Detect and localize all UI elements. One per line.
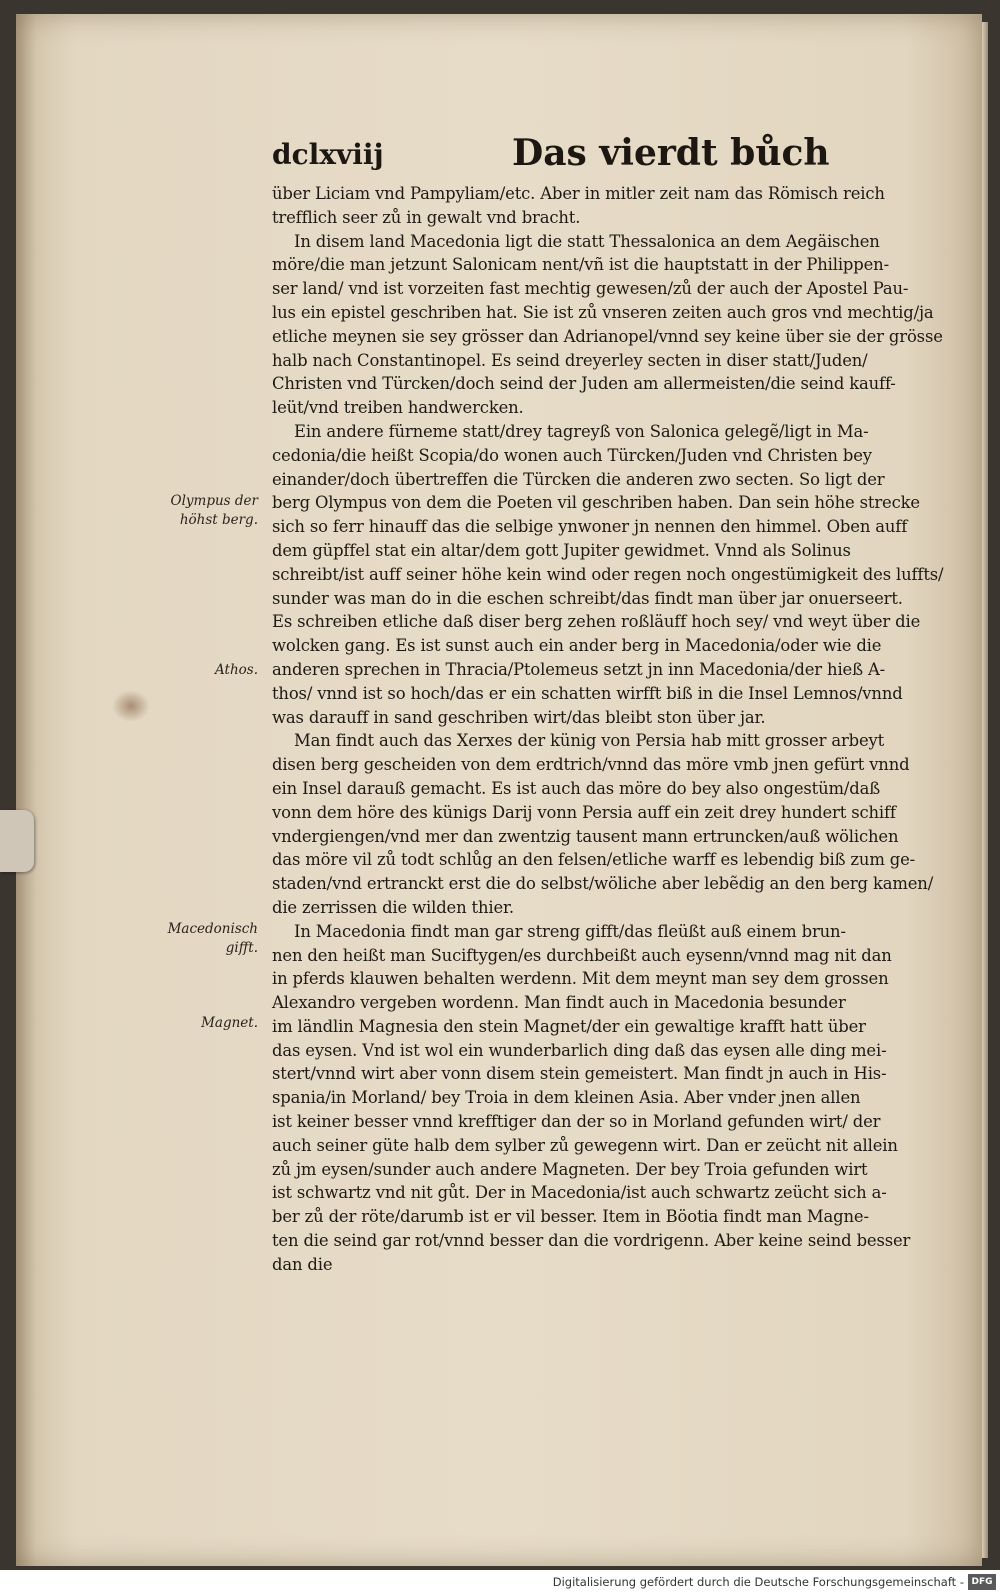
folio-number: dclxviij <box>272 138 384 171</box>
text-line: nen den heißt man Suciftygen/es durchbeißt auch eysenn/vnnd mag nit dan <box>272 945 892 965</box>
text-line: lus ein epistel geschriben hat. Sie ist zů vnseren zeiten auch gros vnd mechtig/ja <box>272 302 934 322</box>
text-line: vonn dem höre des künigs Darij vonn Persia auff ein zeit drey hundert schiff <box>272 802 896 822</box>
text-line: dem güpffel stat ein altar/dem gott Jupiter gewidmet. Vnnd als Solinus <box>272 540 851 560</box>
text-line: ser land/ vnd ist vorzeiten fast mechtig gewesen/zů der auch der Apostel Pau- <box>272 279 909 299</box>
book-clip <box>0 810 34 872</box>
text-line: das möre vil zů todt schlůg an den felsen/etliche warff es lebendig biß zum ge- <box>272 850 916 870</box>
body-text <box>272 182 944 1300</box>
text-line: berg Olympus von dem die Poeten vil geschriben haben. Dan sein höhe strecke <box>272 493 920 513</box>
text-line: spania/in Morland/ bey Troia in dem kleinen Asia. Aber vnder jnen allen <box>272 1088 861 1108</box>
text-line: dan die <box>272 1254 333 1274</box>
marginal-note-line: Magnet. <box>201 1015 258 1031</box>
text-line: halb nach Constantinopel. Es seind dreyerley secten in diser statt/Juden/ <box>272 350 868 370</box>
text-line: ten die seind gar rot/vnnd besser dan die vordrigenn. Aber keine seind besser <box>272 1231 911 1251</box>
text-line: Ein andere fürneme statt/drey tagreyß von Salonica gelegẽ/ligt in Ma- <box>294 421 869 441</box>
text-line: die zerrissen die wilden thier. <box>272 897 514 917</box>
text-line: staden/vnd ertranckt erst die do selbst/wöliche aber lebẽdig an den berg kamen/ <box>272 874 934 894</box>
text-line: cedonia/die heißt Scopia/do wonen auch Türcken/Juden vnd Christen bey <box>272 445 872 465</box>
text-line: Man findt auch das Xerxes der künig von Persia hab mitt grosser arbeyt <box>294 731 885 751</box>
catchword <box>272 1277 932 1301</box>
text-line: einander/doch übertreffen die Türcken die anderen zwo secten. So ligt der <box>272 469 885 489</box>
marginal-note-magnet <box>201 1014 258 1033</box>
text-line: ist keiner besser vnnd krefftiger dan der so in Morland gefunden wirt/ der <box>272 1112 881 1132</box>
text-line: über Liciam vnd Pampyliam/etc. Aber in mitler zeit nam das Römisch reich <box>272 184 885 203</box>
text-line: In Macedonia findt man gar streng gifft/das fleüßt auß einem brun- <box>294 921 846 941</box>
dfg-logo: DFG <box>968 1574 996 1590</box>
text-line: das eysen. Vnd ist wol ein wunderbarlich ding daß das eysen alle ding mei- <box>272 1040 887 1060</box>
text-line: leüt/vnd treiben handwercken. <box>272 398 524 418</box>
text-line: disen berg gescheiden von dem erdtrich/vnnd das möre vmb jnen gefürt vnnd <box>272 755 910 775</box>
marginal-note-olympus <box>171 492 258 530</box>
text-line: anderen sprechen in Thracia/Ptolemeus setzt jn inn Macedonia/der hieß A- <box>272 659 886 679</box>
text-line: in pferds klauwen behalten werdenn. Mit dem meynt man sey dem grossen <box>272 969 889 989</box>
text-line: thos/ vnnd ist so hoch/das er ein schatten wirfft biß in die Insel Lemnos/vnnd <box>272 683 903 703</box>
text-line: vndergiengen/vnd mer dan zwentzig tausent mann ertruncken/auß wölichen <box>272 826 899 846</box>
marginal-note-line: gifft. <box>225 940 258 956</box>
text-line: ist schwartz vnd nit gůt. Der in Macedonia/ist auch schwartz zeücht sich a- <box>272 1183 887 1203</box>
marginal-note-line: Olympus der <box>170 493 258 509</box>
text-line: ber zů der röte/darumb ist er vil besser. Item in Böotia findt man Magne- <box>272 1207 869 1227</box>
ink-stain <box>112 690 150 722</box>
text-line: Alexandro vergeben wordenn. Man findt auch in Macedonia besunder <box>272 993 846 1013</box>
page-edge <box>982 22 988 1558</box>
text-line: auch seiner güte halb dem sylber zů gewegenn wirt. Dan er zeücht nit allein <box>272 1135 898 1155</box>
text-line: wolcken gang. Es ist sunst auch ein ander berg in Macedonia/oder wie die <box>272 636 882 656</box>
marginal-note-macedonisch <box>168 920 258 958</box>
text-line: trefflich seer zů in gewalt vnd bracht. <box>272 207 581 227</box>
text-line: schreibt/ist auff seiner höhe kein wind oder regen noch ongestümigkeit des luffts/ <box>272 564 944 584</box>
text-line: zů jm eysen/sunder auch andere Magneten. Der bey Troia gefunden wirt <box>272 1159 868 1179</box>
text-line: ein Insel darauß gemacht. Es ist auch das möre do bey also ongestüm/daß <box>272 778 881 798</box>
marginal-note-line: höhst berg. <box>179 512 258 528</box>
marginal-note-athos <box>215 661 258 680</box>
marginal-note-line: Macedonisch <box>167 921 258 937</box>
text-line: sunder was man do in die eschen schreibt/das findt man über jar onuerseert. <box>272 588 903 608</box>
text-line: In disem land Macedonia ligt die statt Thessalonica an dem Aegäischen <box>294 231 880 251</box>
text-line: möre/die man jetzunt Salonicam nent/vñ ist die hauptstatt in der Philippen- <box>272 255 889 275</box>
funding-credit: Digitalisierung gefördert durch die Deutsche Forschungsgemeinschaft - <box>552 1575 964 1589</box>
text-line: Es schreiben etliche daß diser berg zehen roßläuff hoch sey/ vnd weyt über die <box>272 612 921 632</box>
text-line: Christen vnd Türcken/doch seind der Juden am allermeisten/die seind kauff- <box>272 374 896 394</box>
marginal-note-line: Athos. <box>215 662 258 678</box>
text-line: sich so ferr hinauff das die selbige ynwoner jn nennen den himmel. Oben auff <box>272 517 908 537</box>
footer-bar <box>0 1570 1000 1595</box>
running-header <box>272 128 932 180</box>
text-line: was darauff in sand geschriben wirt/das bleibt ston über jar. <box>272 707 766 727</box>
text-line: stert/vnnd wirt aber vonn disem stein gemeistert. Man findt jn auch in His- <box>272 1064 887 1084</box>
book-title: Das vierdt bůch <box>512 132 830 174</box>
text-line: etliche meynen sie sey grösser dan Adrianopel/vnnd sey keine über sie der grösse <box>272 326 943 346</box>
text-line: im ländlin Magnesia den stein Magnet/der ein gewaltige krafft hatt über <box>272 1016 866 1036</box>
